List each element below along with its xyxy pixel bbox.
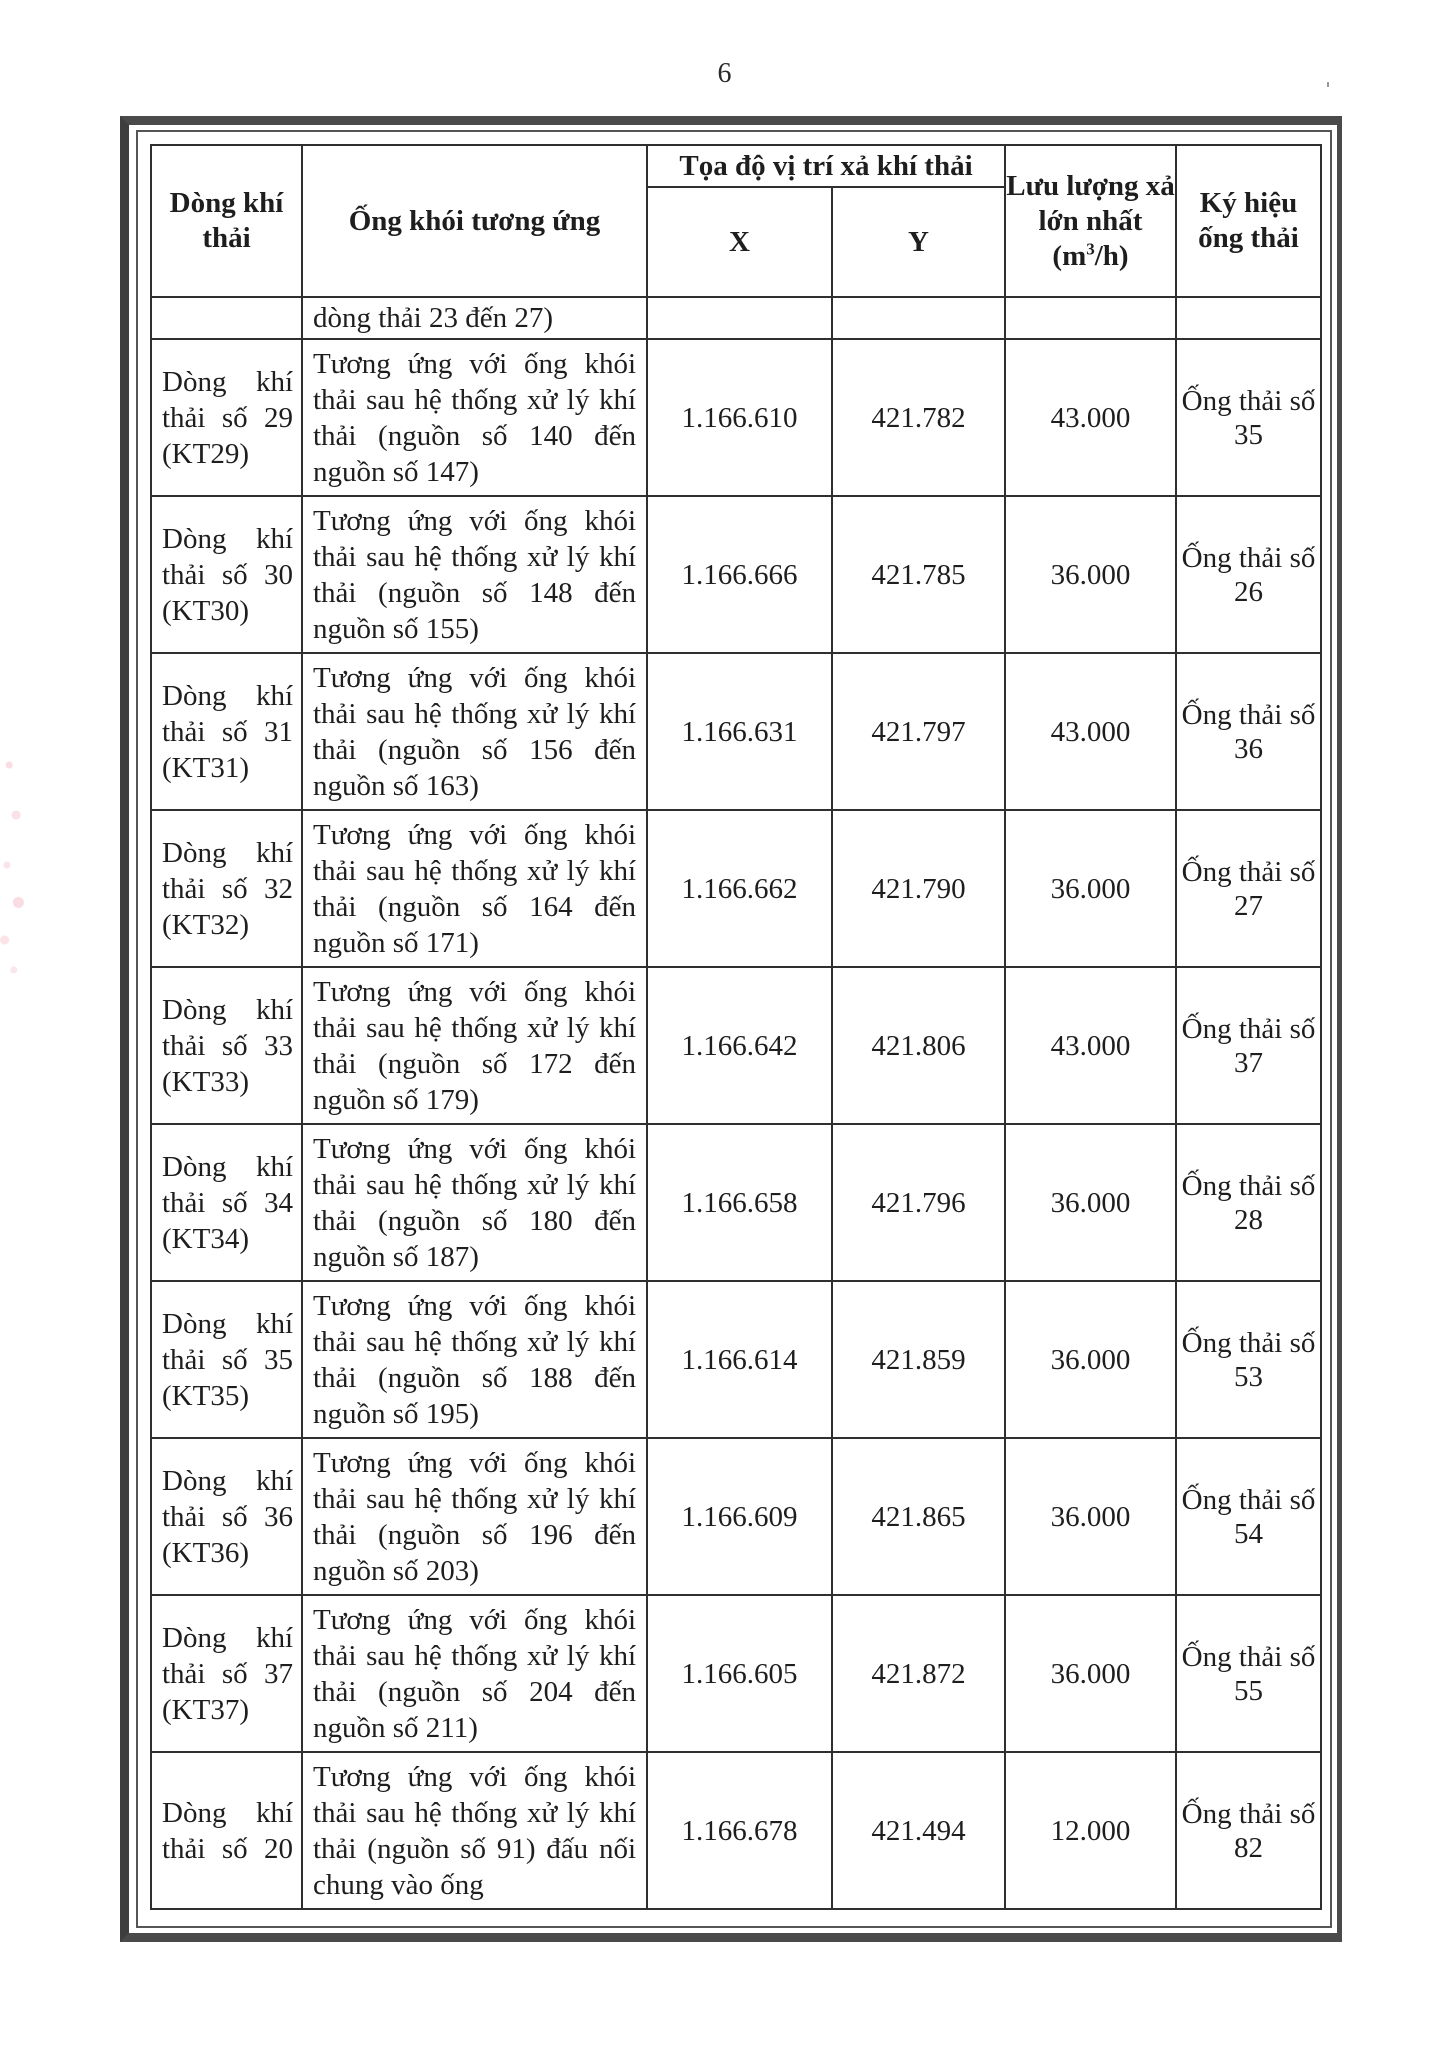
cell-flow: 36.000 [1005, 496, 1176, 653]
emission-stream-table [150, 144, 1322, 1910]
cell-x: 1.166.678 [647, 1752, 832, 1909]
cell-flow: 43.000 [1005, 967, 1176, 1124]
cell-pipe: Ống thải số 27 [1176, 810, 1321, 967]
header-coordinates: Tọa độ vị trí xả khí thải [647, 145, 1005, 187]
scan-speck [1327, 82, 1329, 87]
cell-flow: 36.000 [1005, 1124, 1176, 1281]
table-row [151, 810, 1321, 967]
header-x: X [647, 187, 832, 297]
cell-stream: Dòng khí thải số 20 [151, 1752, 302, 1909]
table-header-row [151, 145, 1321, 187]
cell-stack: Tương ứng với ống khói thải sau hệ thống xử lý khí thải (nguồn số 196 đến nguồn số 203) [302, 1438, 647, 1595]
cell-pipe: Ống thải số 28 [1176, 1124, 1321, 1281]
cell-stack: Tương ứng với ống khói thải sau hệ thống xử lý khí thải (nguồn số 164 đến nguồn số 171) [302, 810, 647, 967]
continuation-row [151, 297, 1321, 339]
cell-flow: 43.000 [1005, 339, 1176, 496]
table-row [151, 1595, 1321, 1752]
cell-y: 421.494 [832, 1752, 1005, 1909]
header-max-flow [1005, 145, 1176, 297]
cell-flow: 43.000 [1005, 653, 1176, 810]
cell-y: 421.859 [832, 1281, 1005, 1438]
cell-stream: Dòng khí thải số 34 (KT34) [151, 1124, 302, 1281]
cell-stream: Dòng khí thải số 32 (KT32) [151, 810, 302, 967]
cell-pipe [1176, 297, 1321, 339]
cell-x: 1.166.658 [647, 1124, 832, 1281]
header-max-flow-unit: /h) [1094, 239, 1129, 272]
cell-x: 1.166.631 [647, 653, 832, 810]
stamp-bleed-mark [0, 740, 46, 990]
cell-stack: Tương ứng với ống khói thải sau hệ thống xử lý khí thải (nguồn số 204 đến nguồn số 211) [302, 1595, 647, 1752]
cell-y: 421.872 [832, 1595, 1005, 1752]
header-pipe-code: Ký hiệu ống thải [1176, 145, 1321, 297]
cell-pipe: Ống thải số 35 [1176, 339, 1321, 496]
cell-stack: Tương ứng với ống khói thải sau hệ thống xử lý khí thải (nguồn số 156 đến nguồn số 163) [302, 653, 647, 810]
cell-pipe: Ống thải số 53 [1176, 1281, 1321, 1438]
header-stream: Dòng khí thải [151, 145, 302, 297]
cell-x: 1.166.610 [647, 339, 832, 496]
cell-stack: Tương ứng với ống khói thải sau hệ thống xử lý khí thải (nguồn số 180 đến nguồn số 187) [302, 1124, 647, 1281]
cell-stream: Dòng khí thải số 30 (KT30) [151, 496, 302, 653]
cell-y: 421.797 [832, 653, 1005, 810]
cell-y: 421.796 [832, 1124, 1005, 1281]
cell-pipe: Ống thải số 36 [1176, 653, 1321, 810]
header-max-flow-sup: 3 [1086, 238, 1095, 258]
cell-pipe: Ống thải số 26 [1176, 496, 1321, 653]
cell-flow: 36.000 [1005, 1595, 1176, 1752]
cell-stack: Tương ứng với ống khói thải sau hệ thống xử lý khí thải (nguồn số 172 đến nguồn số 179) [302, 967, 647, 1124]
cell-stack: Tương ứng với ống khói thải sau hệ thống xử lý khí thải (nguồn số 91) đấu nối chung vào ống [302, 1752, 647, 1909]
table-row [151, 1124, 1321, 1281]
cell-stream: Dòng khí thải số 29 (KT29) [151, 339, 302, 496]
cell-stream: Dòng khí thải số 37 (KT37) [151, 1595, 302, 1752]
cell-x: 1.166.662 [647, 810, 832, 967]
cell-stack: Tương ứng với ống khói thải sau hệ thống xử lý khí thải (nguồn số 140 đến nguồn số 147) [302, 339, 647, 496]
cell-flow [1005, 297, 1176, 339]
table-row [151, 339, 1321, 496]
cell-stream: Dòng khí thải số 35 (KT35) [151, 1281, 302, 1438]
cell-flow: 36.000 [1005, 1281, 1176, 1438]
cell-flow: 36.000 [1005, 1438, 1176, 1595]
cell-x: 1.166.609 [647, 1438, 832, 1595]
table-row [151, 1438, 1321, 1595]
cell-stream: Dòng khí thải số 31 (KT31) [151, 653, 302, 810]
table-row [151, 1752, 1321, 1909]
cell-pipe: Ống thải số 37 [1176, 967, 1321, 1124]
cell-x: 1.166.666 [647, 496, 832, 653]
header-max-flow-text: Lưu lượng xả lớn nhất (m [1006, 169, 1175, 272]
cell-stream: Dòng khí thải số 33 (KT33) [151, 967, 302, 1124]
cell-y: 421.785 [832, 496, 1005, 653]
cell-stack: dòng thải 23 đến 27) [302, 297, 647, 339]
cell-flow: 36.000 [1005, 810, 1176, 967]
cell-y: 421.790 [832, 810, 1005, 967]
table-row [151, 653, 1321, 810]
cell-y: 421.806 [832, 967, 1005, 1124]
header-y: Y [832, 187, 1005, 297]
page-number: 6 [717, 58, 732, 89]
table-row [151, 967, 1321, 1124]
cell-pipe: Ống thải số 54 [1176, 1438, 1321, 1595]
table-row [151, 496, 1321, 653]
cell-x [647, 297, 832, 339]
cell-y [832, 297, 1005, 339]
header-stack: Ống khói tương ứng [302, 145, 647, 297]
table-row [151, 1281, 1321, 1438]
cell-flow: 12.000 [1005, 1752, 1176, 1909]
cell-x: 1.166.642 [647, 967, 832, 1124]
cell-x: 1.166.605 [647, 1595, 832, 1752]
cell-pipe: Ống thải số 55 [1176, 1595, 1321, 1752]
cell-pipe: Ống thải số 82 [1176, 1752, 1321, 1909]
cell-y: 421.782 [832, 339, 1005, 496]
cell-stream: Dòng khí thải số 36 (KT36) [151, 1438, 302, 1595]
cell-x: 1.166.614 [647, 1281, 832, 1438]
cell-y: 421.865 [832, 1438, 1005, 1595]
cell-stack: Tương ứng với ống khói thải sau hệ thống xử lý khí thải (nguồn số 148 đến nguồn số 155) [302, 496, 647, 653]
cell-stream [151, 297, 302, 339]
cell-stack: Tương ứng với ống khói thải sau hệ thống xử lý khí thải (nguồn số 188 đến nguồn số 195) [302, 1281, 647, 1438]
